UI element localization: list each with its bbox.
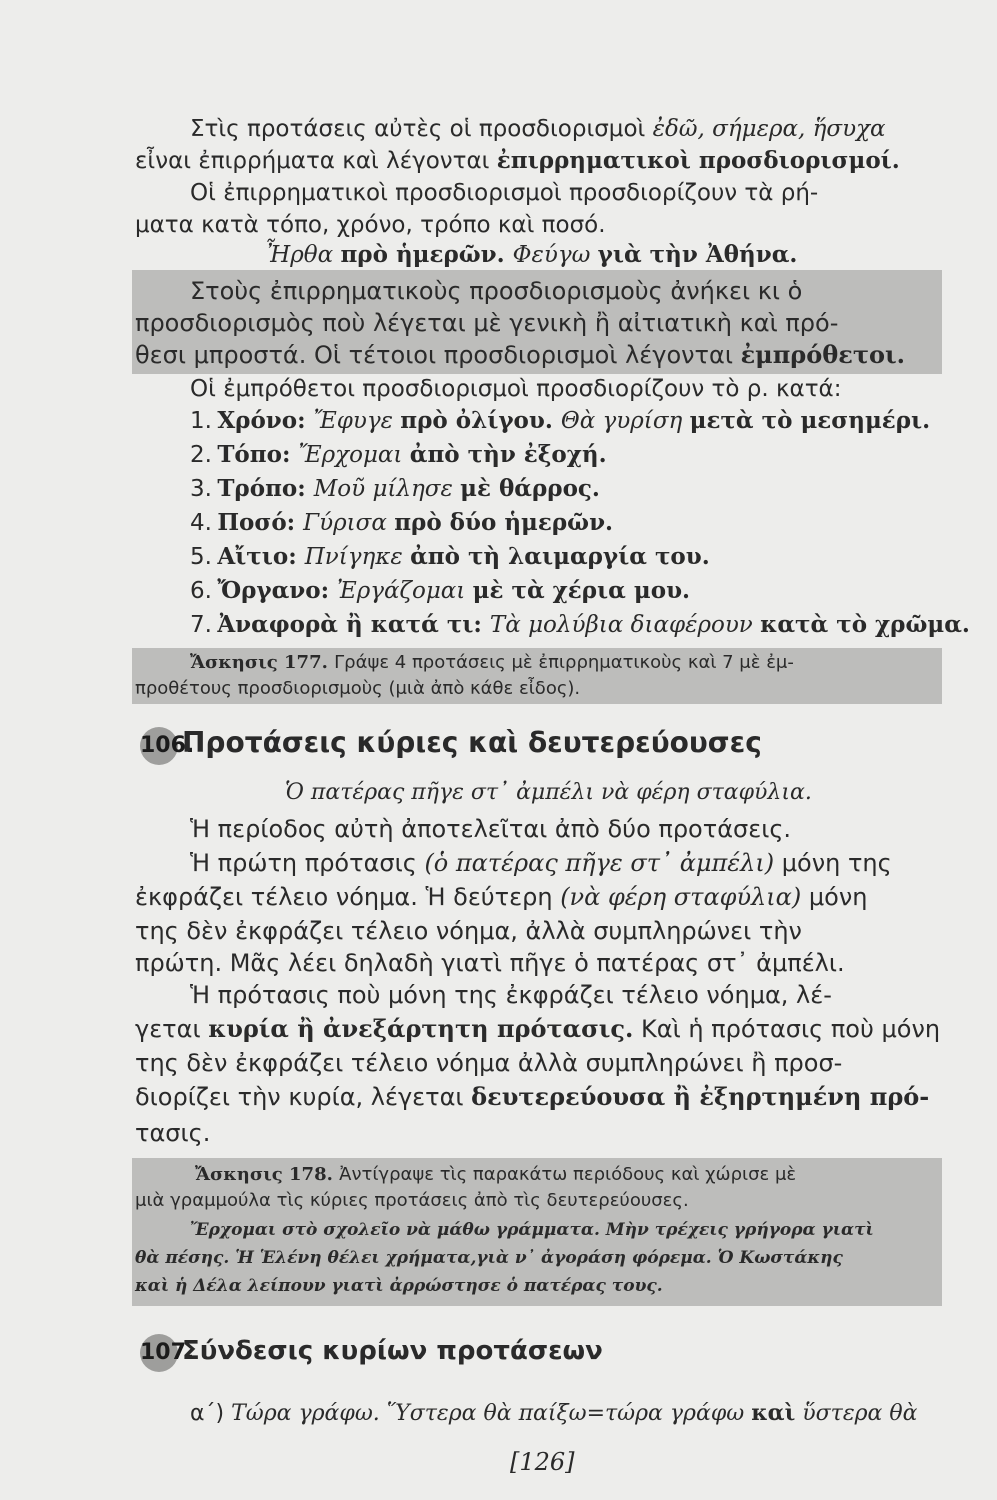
list-label: Ὄργανο:: [217, 577, 338, 604]
list-number: 4.: [190, 510, 212, 536]
list-number: 6.: [190, 578, 212, 604]
text: Ἡ πρώτη πρότασις: [190, 849, 425, 877]
example-italic: (ὁ πατέρας πῆγε στ᾿ ἀμπέλι): [424, 849, 775, 877]
example-bold: κατὰ τὸ χρῶμα.: [760, 611, 970, 638]
list-item: [190, 542, 710, 572]
example-bold: μετὰ τὸ μεσημέρι.: [689, 407, 931, 434]
example-bold: γιὰ τὴν Ἀθήνα.: [597, 241, 798, 268]
intro-line-4: ματα κατὰ τόπο, χρόνο, τρόπο καὶ ποσό.: [135, 212, 606, 238]
list-label: Ποσό:: [217, 509, 304, 536]
paragraph-line: [190, 848, 892, 878]
exercise-label: Ἄσκησις 178.: [195, 1164, 340, 1185]
paragraph-line: Ἡ πρότασις ποὺ μόνη της ἐκφράζει τέλειο νόημα, λέ-: [190, 981, 832, 1009]
example-italic: Τώρα γράφω. Ὕστερα θὰ παίξω=τώρα γράφω: [231, 1401, 752, 1426]
section-title: Προτάσεις κύριες καὶ δευτερεύουσες: [182, 726, 762, 759]
exercise-label: Ἄσκησις 177.: [190, 652, 335, 673]
paragraph-line: [135, 1014, 940, 1044]
example-italic: ὕστερα θὰ: [795, 1401, 918, 1426]
text: γεται: [135, 1015, 209, 1043]
term-bold: ἐμπρόθετοι.: [740, 340, 905, 369]
text: Στὶς προτάσεις αὐτὲς οἱ προσδιορισμοὶ: [190, 116, 653, 142]
list-number: 5.: [190, 544, 212, 570]
rule-line-3: [135, 340, 905, 370]
example-bold: ἀπὸ τὴν ἐξοχή.: [409, 441, 607, 468]
page-number: [126]: [510, 1448, 575, 1476]
exercise-177-line-1: [190, 650, 794, 676]
exercise-177-line-2: προθέτους προσδιορισμοὺς (μιὰ ἀπὸ κάθε εἶδος).: [135, 678, 581, 699]
example-bold: ἢ κατά τι:: [345, 611, 490, 638]
term-bold: καὶ: [751, 1400, 796, 1426]
text: Γράψε 4 προτάσεις μὲ ἐπιρρηματικοὺς καὶ 7 μὲ ἐμ-: [334, 652, 794, 673]
paragraph-line: της δὲν ἐκφράζει τέλειο νόημα, ἀλλὰ συμπληρώνει τὴν: [135, 917, 802, 945]
example-bold: μὲ θάρρος.: [460, 475, 600, 502]
list-label: Ἀναφορὰ: [217, 611, 346, 638]
section-number-badge: 106.: [140, 727, 178, 765]
list-number: 2.: [190, 442, 212, 468]
intro-line-5: [265, 240, 797, 270]
text: διορίζει τὴν κυρία, λέγεται: [135, 1083, 472, 1111]
list-number: 1.: [190, 408, 212, 434]
text: Ἀντίγραψε τὶς παρακάτω περιόδους καὶ χώρισε μὲ: [339, 1164, 797, 1185]
rule-line-2: προσδιορισμὸς ποὺ λέγεται μὲ γενικὴ ἢ αἰτιατικὴ καὶ πρό-: [135, 309, 839, 337]
list-label: Τρόπο:: [217, 475, 314, 502]
paragraph-line: [135, 882, 867, 912]
example-italic: Ἦρθα: [265, 242, 341, 268]
list-item: [190, 508, 613, 538]
text: θεσι μπροστά. Οἱ τέτοιοι προσδιορισμοὶ λέγονται: [135, 341, 741, 369]
example-italic: Τὰ μολύβια διαφέρουν: [489, 612, 761, 638]
example-italic: Πνίγηκε: [304, 544, 411, 570]
text: μόνη της: [774, 849, 892, 877]
paragraph-line: τασις.: [135, 1119, 211, 1147]
text: ἐκφράζει τέλειο νόημα. Ἡ δεύτερη: [135, 883, 561, 911]
list-item: [190, 440, 607, 470]
example-sentence: Ὁ πατέρας πῆγε στ᾿ ἀμπέλι νὰ φέρη σταφύλια.: [285, 780, 812, 805]
example-bold: πρὸ ὀλίγου.: [400, 407, 561, 434]
example-bold: ἀπὸ τὴ λαιμαργία του.: [410, 543, 710, 570]
exercise-178-sentences: θὰ πέσης. Ἡ Ἑλένη θέλει χρήματα,γιὰ ν᾿ ἀγοράση φόρεμα. Ὁ Κωστάκης: [135, 1248, 843, 1268]
list-item: [190, 406, 930, 436]
example-italic: Γύρισα: [303, 510, 395, 536]
rule-line-1: Στοὺς ἐπιρρηματικοὺς προσδιορισμοὺς ἀνήκει κι ὁ: [190, 277, 803, 305]
term-bold: δευτερεύουσα ἢ ἐξηρτημένη πρό-: [471, 1082, 930, 1111]
example-italic: Ἐργάζομαι: [337, 578, 473, 604]
exercise-178-line-2: μιὰ γραμμούλα τὶς κύριες προτάσεις ἀπὸ τὶς δευτερεύουσες.: [135, 1190, 689, 1211]
example-italic: (νὰ φέρη σταφύλια): [560, 883, 802, 911]
section-number-badge: 107.: [140, 1334, 178, 1372]
section-106-heading: [140, 726, 762, 765]
intro-line-3: Οἱ ἐπιρρηματικοὶ προσδιορισμοὶ προσδιορίζουν τὰ ρή-: [190, 180, 819, 206]
list-label: Αἴτιο:: [217, 543, 305, 570]
intro-line-1: [190, 114, 886, 144]
text: Καὶ ἡ πρότασις ποὺ μόνη: [633, 1015, 941, 1043]
exercise-178-sentences: Ἔρχομαι στὸ σχολεῖο νὰ μάθω γράμματα. Μὴν τρέχεις γρήγορα γιατὶ: [190, 1220, 874, 1240]
intro-line-2: [135, 146, 900, 176]
section-title: Σύνδεσις κυρίων προτάσεων: [182, 1336, 603, 1366]
list-item: [190, 576, 690, 606]
exercise-178-line-1: [195, 1162, 796, 1188]
example-italic: Φεύγω: [512, 242, 598, 268]
paragraph-line: Ἡ περίοδος αὐτὴ ἀποτελεῖται ἀπὸ δύο προτάσεις.: [190, 815, 792, 843]
section-107-heading: [140, 1334, 603, 1372]
list-number: 3.: [190, 476, 212, 502]
paragraph-line: [135, 1082, 929, 1112]
example-italic: Μοῦ μίλησε: [313, 476, 461, 502]
exercise-178-sentences: καὶ ἡ Δέλα λείπουν γιατὶ ἀρρώστησε ὁ πατέρας τους.: [135, 1276, 663, 1296]
example-italic: Ἔφυγε: [313, 408, 401, 434]
example-bold: πρὸ ἡμερῶν.: [340, 241, 513, 268]
text: α΄): [190, 1401, 232, 1426]
section-107-line: [190, 1398, 918, 1429]
paragraph-line: της δὲν ἐκφράζει τέλειο νόημα ἀλλὰ συμπληρώνει ἢ προσ-: [135, 1049, 843, 1077]
list-intro: Οἱ ἐμπρόθετοι προσδιορισμοὶ προσδιορίζουν τὸ ρ. κατά:: [190, 376, 842, 402]
italic-example: ἐδῶ, σήμερα, ἥσυχα: [652, 116, 886, 142]
list-label: Χρόνο:: [217, 407, 314, 434]
term-bold: κυρία ἢ ἀνεξάρτητη πρότασις.: [208, 1014, 634, 1043]
example-italic: Θὰ γυρίση: [560, 408, 690, 434]
list-item: [190, 610, 970, 640]
list-item: [190, 474, 600, 504]
text: εἶναι ἐπιρρήματα καὶ λέγονται: [135, 148, 497, 174]
example-italic: Ἔρχομαι: [298, 442, 410, 468]
paragraph-line: πρώτη. Μᾶς λέει δηλαδὴ γιατὶ πῆγε ὁ πατέρας στ᾿ ἀμπέλι.: [135, 949, 845, 977]
example-bold: μὲ τὰ χέρια μου.: [472, 577, 691, 604]
text: μόνη: [801, 883, 868, 911]
list-number: 7.: [190, 612, 212, 638]
list-label: Τόπο:: [217, 441, 299, 468]
example-bold: πρὸ δύο ἡμερῶν.: [394, 509, 614, 536]
term-bold: ἐπιρρηματικοὶ προσδιορισμοί.: [496, 147, 900, 174]
